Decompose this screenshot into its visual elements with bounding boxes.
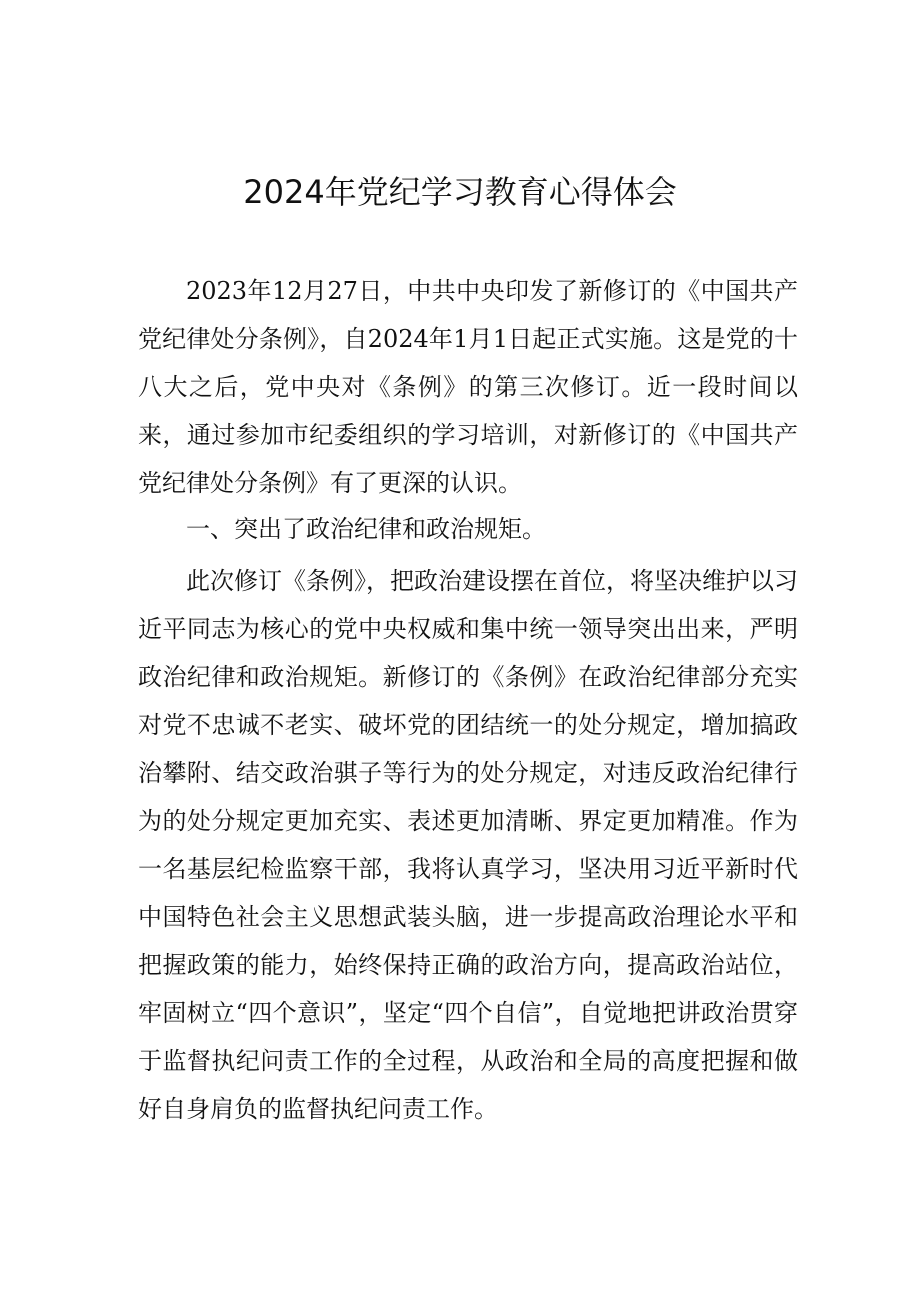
- document-title: 2024年党纪学习教育心得体会: [243, 173, 677, 211]
- intro-paragraph: 2023年12月27日，中共中央印发了新修订的《中国共产党纪律处分条例》，自2024年1月1日起正式实施。这是党的十八大之后，党中央对《条例》的第三次修订。近一段时间以来，通过参加市纪委组织的学习培训，对新修订的《中国共产党纪律处分条例》有了更深的认识。: [138, 277, 798, 497]
- section-heading-1: 一、突出了政治纪律和政治规矩。: [186, 515, 546, 543]
- section-1-paragraph: 此次修订《条例》，把政治建设摆在首位，将坚决维护以习近平同志为核心的党中央权威和集中统一领导突出出来，严明政治纪律和政治规矩。新修订的《条例》在政治纪律部分充实对党不忠诚不老实、破坏党的团结统一的处分规定，增加搞政治攀附、结交政治骐子等行为的处分规定，对违反政治纪律行为的处分规定更加充实、表述更加清晰、界定更加精准。作为一名基层纪检监察干部，我将认真学习，坚决用习近平新时代中国特色社会主义思想武装头脑，进一步提高政治理论水平和把握政策的能力，始终保持正确的政治方向，提高政治站位，牢固树立“四个意识”，坚定“四个自信”，自觉地把讲政治贯穿于监督执纪问责工作的全过程，从政治和全局的高度把握和做好自身肩负的监督执纪问责工作。: [138, 567, 798, 1123]
